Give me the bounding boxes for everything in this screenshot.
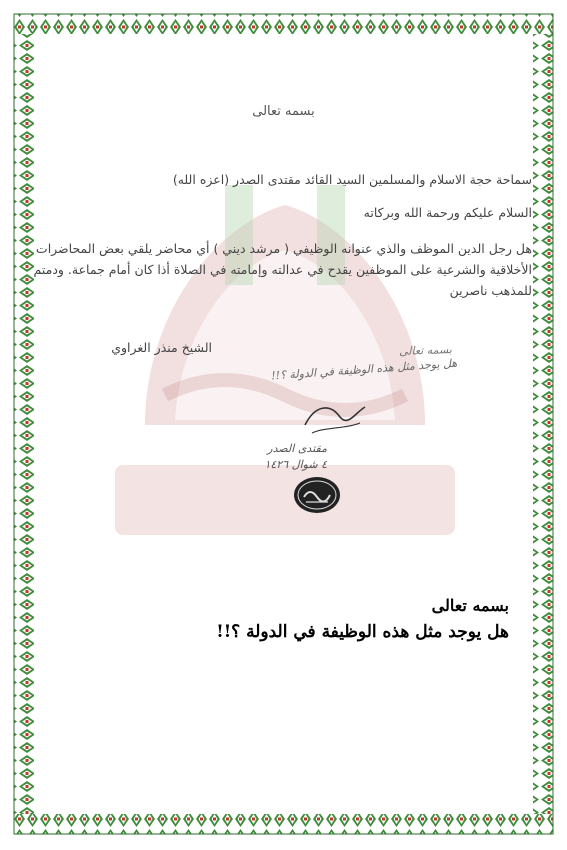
letter-signature: الشيخ منذر الغراوي <box>111 340 212 355</box>
handwritten-reply-answer: هل يوجد مثل هذه الوظيفة في الدولة ؟!! <box>270 356 458 383</box>
handwritten-date: ٤ شوال ١٤٢٦ <box>264 458 327 471</box>
signature-scrawl <box>300 395 370 440</box>
letter-greeting: السلام عليكم ورحمة الله وبركاته <box>363 205 532 220</box>
handwritten-reply-title: بسمه تعالى <box>398 343 453 358</box>
handwritten-signer-name: مقتدى الصدر <box>267 442 327 455</box>
official-seal <box>292 475 342 515</box>
letter-question: هل رجل الدين الموظف والذي عنوانه الوظيفي ( مرشد ديني ) أي محاضر يلقي بعض المحاضرات الأخلاقية والشرعية على الموظفين يقدح في عدالته وإمامته في الصلاة أذا كان أمام جماعة. ودمتم للمذهب ناصرين <box>33 241 532 298</box>
typed-reply-title: بسمه تعالى <box>431 596 509 615</box>
typed-reply-answer: هل يوجد مثل هذه الوظيفة في الدولة ؟!! <box>216 622 509 642</box>
letter-addressee: سماحة حجة الاسلام والمسلمين السيد القائد مقتدى الصدر (اعزه الله) <box>172 172 532 187</box>
letter-basmala: بسمه تعالى <box>252 104 315 119</box>
